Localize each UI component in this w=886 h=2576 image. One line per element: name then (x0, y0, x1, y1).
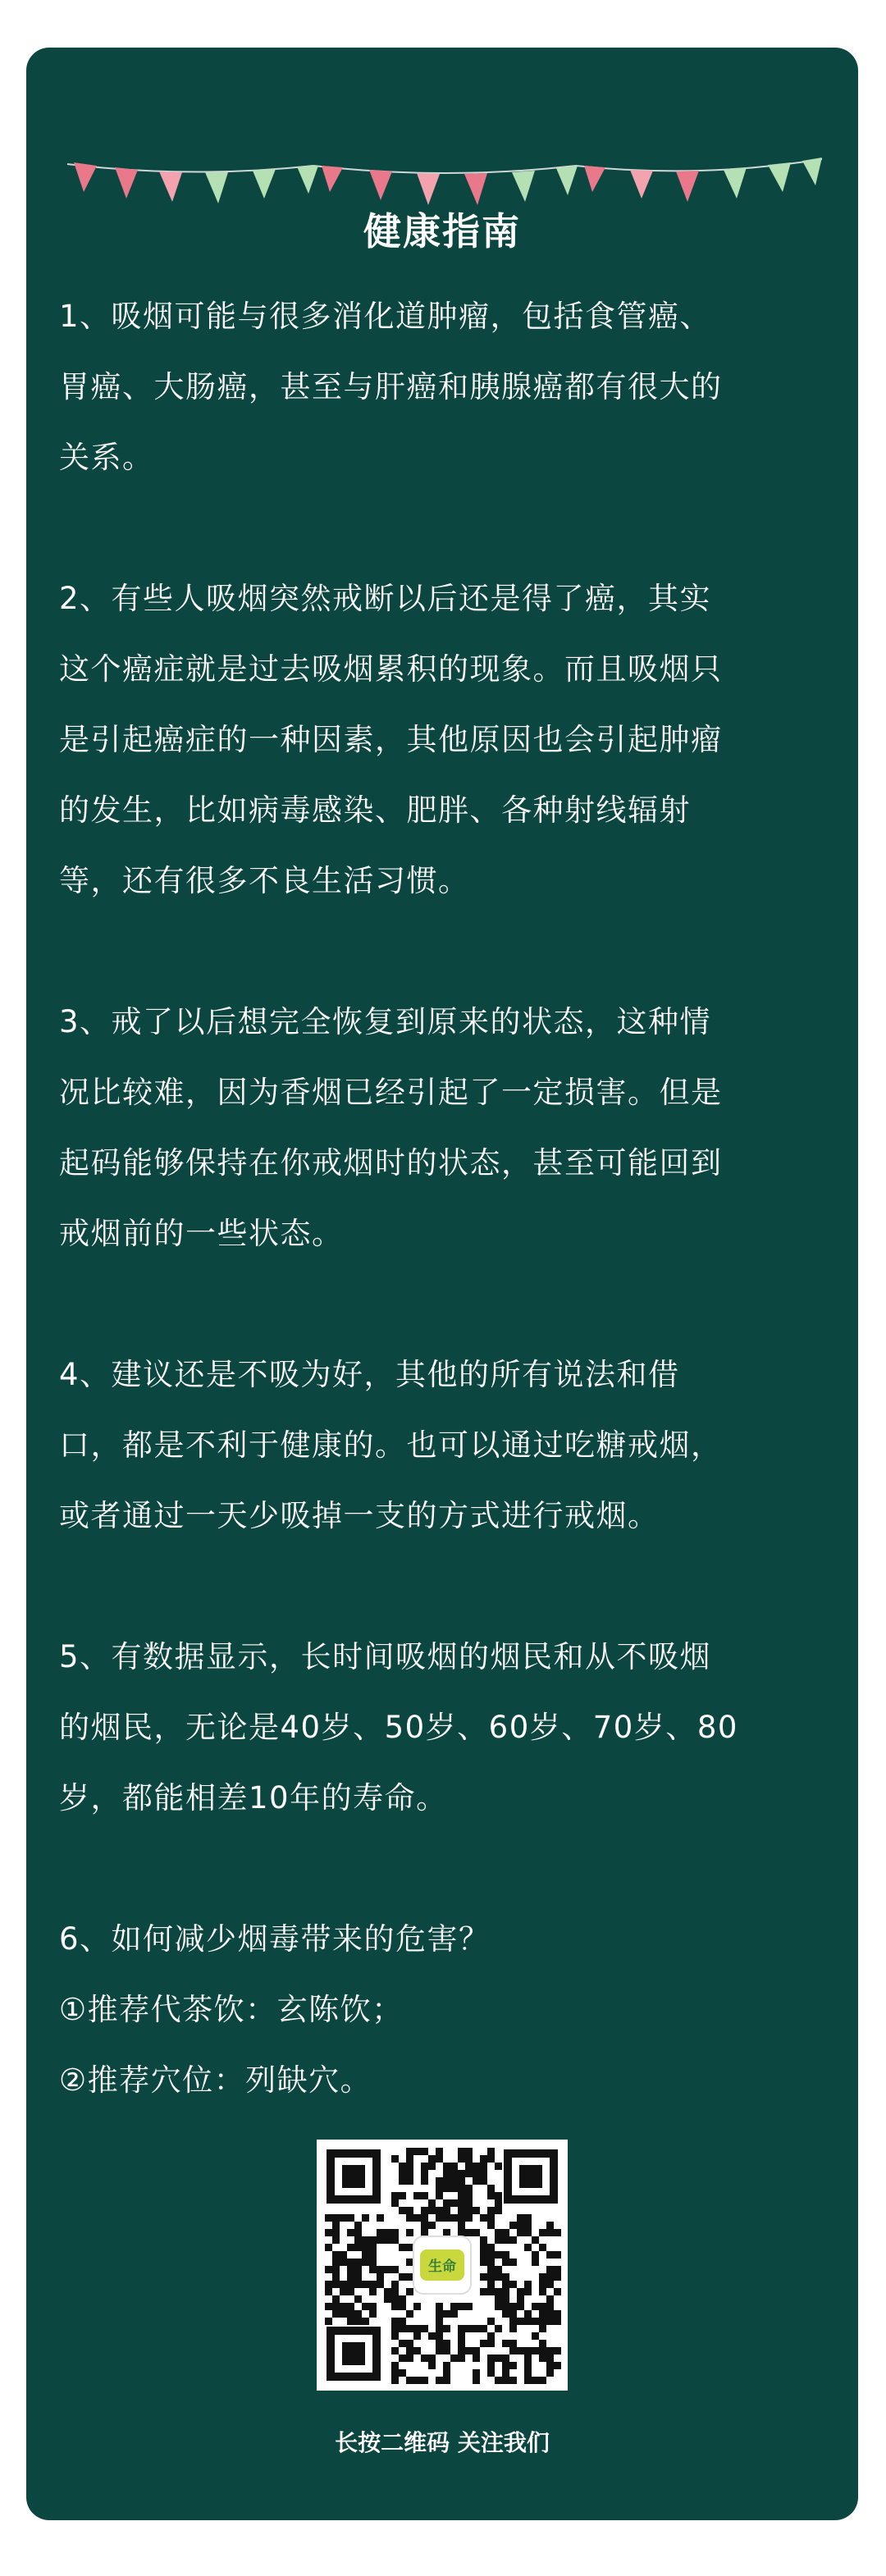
paragraph-1: 1、吸烟可能与很多消化道肿瘤，包括食管癌、 胃癌、大肠癌，甚至与肝癌和胰腺癌都有很大的 关系。 (59, 299, 723, 475)
paragraph-4: 4、建议还是不吸为好，其他的所有说法和借 口，都是不利于健康的。也可以通过吃糖戒烟， 或者通过一天少吸掉一支的方式进行戒烟。 (59, 1357, 723, 1533)
qr-logo-text: 生命 (428, 2259, 456, 2275)
bunting-decoration (59, 107, 830, 205)
page-title: 健康指南 (363, 209, 521, 253)
qr-code-image (317, 2140, 568, 2391)
tips-item-tea: ①推荐代茶饮：玄陈饮； (59, 1992, 404, 2027)
paragraph-5: 5、有数据显示，长时间吸烟的烟民和从不吸烟 的烟民，无论是40岁、50岁、60岁、70岁、80 岁，都能相差10年的寿命。 (59, 1639, 738, 1816)
qr-caption: 长按二维码 关注我们 (335, 2429, 550, 2456)
article-body (59, 281, 822, 2116)
tips-item-acupoint: ②推荐穴位：列缺穴。 (59, 2062, 372, 2098)
paragraph-2: 2、有些人吸烟突然戒断以后还是得了癌，其实 这个癌症就是过去吸烟累积的现象。而且吸烟只 是引起癌症的一种因素，其他原因也会引起肿瘤 的发生，比如病毒感染、肥胖、各种射线辐射 等，还有很多不良生活习惯。 (59, 581, 723, 898)
content-card (26, 48, 858, 2520)
paragraph-3: 3、戒了以后想完全恢复到原来的状态，这种情 况比较难，因为香烟已经引起了一定损害。但是 起码能够保持在你戒烟时的状态，甚至可能回到 戒烟前的一些状态。 (59, 1004, 723, 1251)
tips-question: 6、如何减少烟毒带来的危害？ (59, 1921, 491, 1957)
qr-code[interactable] (317, 2140, 568, 2391)
